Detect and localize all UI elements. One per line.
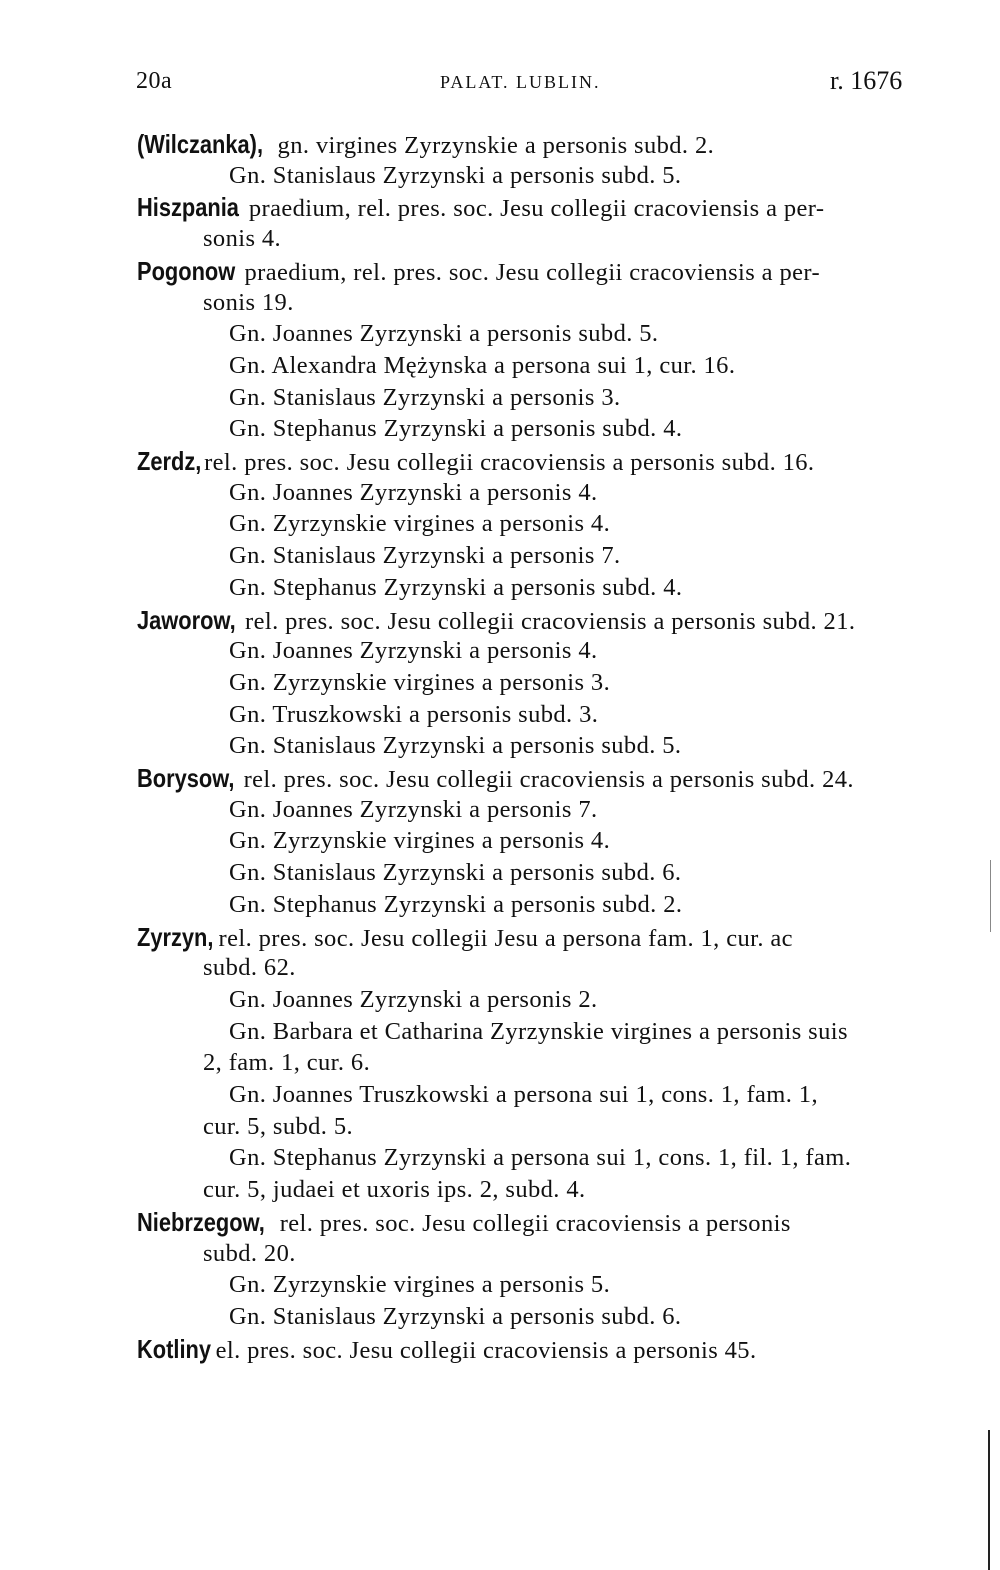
year-marker: r. 1676 bbox=[830, 66, 903, 95]
entry-continuation-line bbox=[203, 1111, 353, 1143]
entry-text: Gn. Zyrzynskie virgines a personis 4. bbox=[229, 827, 611, 854]
entry-text: Gn. Stanislaus Zyrzynski a personis 3. bbox=[229, 384, 621, 411]
entry-text: 2, fam. 1, cur. 6. bbox=[203, 1049, 371, 1076]
entry-owner-line bbox=[229, 318, 658, 350]
place-name: Zyrzyn, bbox=[137, 922, 214, 952]
entry-text: Gn. Zyrzynskie virgines a personis 4. bbox=[229, 510, 611, 537]
entry-owner-line bbox=[229, 825, 610, 857]
running-head: PALAT. LUBLIN. bbox=[440, 72, 601, 92]
entry-heading-line bbox=[137, 604, 855, 636]
entry-text: Gn. Stephanus Zyrzynski a personis subd. 2. bbox=[229, 891, 683, 918]
place-name: (Wilczanka), bbox=[137, 129, 264, 159]
entry-owner-line bbox=[229, 508, 610, 540]
entry-text: sonis 4. bbox=[203, 225, 282, 252]
entry-continuation-line bbox=[203, 1238, 296, 1270]
entry-owner-line bbox=[229, 667, 610, 699]
entry-text: Gn. Stephanus Zyrzynski a persona sui 1, cons. 1, fil. 1, fam. bbox=[229, 1144, 852, 1171]
place-name: Pogonow bbox=[137, 256, 236, 286]
entry-heading-line bbox=[137, 191, 824, 223]
entry-text: rel. pres. soc. Jesu collegii cracoviensis a personis subd. 16. bbox=[197, 449, 815, 476]
entry-text: Gn. Barbara et Catharina Zyrzynskie virgines a personis suis bbox=[229, 1018, 848, 1045]
page-number: 20a bbox=[136, 68, 173, 94]
entry-text: Gn. Stephanus Zyrzynski a personis subd. 4. bbox=[229, 415, 683, 442]
entry-owner-line bbox=[229, 1142, 851, 1174]
entry-text: rel. pres. soc. Jesu collegii cracoviensis a personis bbox=[273, 1210, 791, 1237]
entry-owner-line bbox=[229, 350, 735, 382]
entry-owner-line bbox=[229, 1301, 681, 1333]
entry-continuation-line bbox=[203, 1174, 586, 1206]
entry-owner-line bbox=[229, 160, 681, 192]
entry-text: Gn. Joannes Zyrzynski a personis 4. bbox=[229, 479, 598, 506]
entry-heading-line bbox=[137, 1333, 756, 1365]
entry-text: Gn. Joannes Zyrzynski a personis 7. bbox=[229, 796, 598, 823]
entry-owner-line bbox=[229, 382, 621, 414]
entry-owner-line bbox=[229, 635, 598, 667]
entry-text: subd. 62. bbox=[203, 954, 296, 981]
entry-text: Gn. Alexandra Mężynska a persona sui 1, cur. 16. bbox=[229, 352, 736, 379]
entry-text: Gn. Joannes Truszkowski a persona sui 1, cons. 1, fam. 1, bbox=[229, 1081, 818, 1108]
entry-owner-line bbox=[229, 984, 598, 1016]
place-name: Zerdz, bbox=[137, 446, 202, 476]
entry-text: Gn. Stephanus Zyrzynski a personis subd. 4. bbox=[229, 574, 683, 601]
entry-heading-line bbox=[137, 762, 854, 794]
entry-owner-line bbox=[229, 477, 598, 509]
scan-edge-mark bbox=[988, 1430, 990, 1570]
entry-continuation-line bbox=[203, 223, 281, 255]
entry-text: Gn. Stanislaus Zyrzynski a personis subd. 5. bbox=[229, 732, 682, 759]
entry-continuation-line bbox=[203, 952, 296, 984]
entry-owner-line bbox=[229, 1079, 818, 1111]
entry-owner-line bbox=[229, 699, 598, 731]
entry-continuation-line bbox=[203, 1047, 370, 1079]
entry-text: cur. 5, subd. 5. bbox=[203, 1113, 353, 1140]
entry-text: rel. pres. soc. Jesu collegii cracoviensis a personis subd. 21. bbox=[238, 608, 856, 635]
entry-owner-line bbox=[229, 540, 621, 572]
entry-text: el. pres. soc. Jesu collegii cracoviensis a personis 45. bbox=[209, 1337, 757, 1364]
entry-heading-line bbox=[137, 128, 714, 160]
place-name: Borysow, bbox=[137, 763, 235, 793]
entry-text: Gn. Zyrzynskie virgines a personis 5. bbox=[229, 1271, 611, 1298]
page-header bbox=[0, 62, 1000, 102]
place-name: Jaworow, bbox=[137, 605, 236, 635]
entry-text: Gn. Joannes Zyrzynski a personis subd. 5. bbox=[229, 320, 659, 347]
entry-continuation-line bbox=[203, 287, 294, 319]
entry-owner-line bbox=[229, 730, 681, 762]
place-name: Niebrzegow, bbox=[137, 1207, 265, 1237]
entry-heading-line bbox=[137, 255, 820, 287]
entry-owner-line bbox=[229, 413, 682, 445]
entry-text: Gn. Zyrzynskie virgines a personis 3. bbox=[229, 669, 611, 696]
entry-owner-line bbox=[229, 1269, 610, 1301]
place-name: Kotliny bbox=[137, 1334, 212, 1364]
entry-text: gn. virgines Zyrzynskie a personis subd. 2. bbox=[271, 132, 715, 159]
entry-text: Gn. Stanislaus Zyrzynski a personis subd. 5. bbox=[229, 162, 682, 189]
entry-owner-line bbox=[229, 794, 598, 826]
entry-text: Gn. Joannes Zyrzynski a personis 2. bbox=[229, 986, 598, 1013]
entry-text: rel. pres. soc. Jesu collegii cracoviensis a personis subd. 24. bbox=[237, 766, 854, 793]
entry-text: praedium, rel. pres. soc. Jesu collegii cracoviensis a per- bbox=[242, 195, 825, 222]
entry-text: rel. pres. soc. Jesu collegii Jesu a persona fam. 1, cur. ac bbox=[212, 925, 793, 952]
entry-text: Gn. Truszkowski a personis subd. 3. bbox=[229, 701, 599, 728]
entry-text: sonis 19. bbox=[203, 289, 294, 316]
entry-text: Gn. Stanislaus Zyrzynski a personis subd. 6. bbox=[229, 859, 682, 886]
entry-heading-line bbox=[137, 1206, 791, 1238]
entry-owner-line bbox=[229, 857, 681, 889]
entry-text: Gn. Stanislaus Zyrzynski a personis subd. 6. bbox=[229, 1303, 682, 1330]
scan-edge-mark bbox=[990, 860, 991, 932]
entry-owner-line bbox=[229, 572, 682, 604]
entry-heading-line bbox=[137, 445, 814, 477]
entry-owner-line bbox=[229, 1016, 848, 1048]
entry-owner-line bbox=[229, 889, 682, 921]
entry-text: subd. 20. bbox=[203, 1240, 296, 1267]
entry-text: praedium, rel. pres. soc. Jesu collegii cracoviensis a per- bbox=[237, 259, 821, 286]
entry-text: Gn. Joannes Zyrzynski a personis 4. bbox=[229, 637, 598, 664]
entry-text: Gn. Stanislaus Zyrzynski a personis 7. bbox=[229, 542, 621, 569]
entry-heading-line bbox=[137, 921, 793, 953]
entry-text: cur. 5, judaei et uxoris ips. 2, subd. 4. bbox=[203, 1176, 586, 1203]
place-name: Hiszpania bbox=[137, 192, 239, 222]
